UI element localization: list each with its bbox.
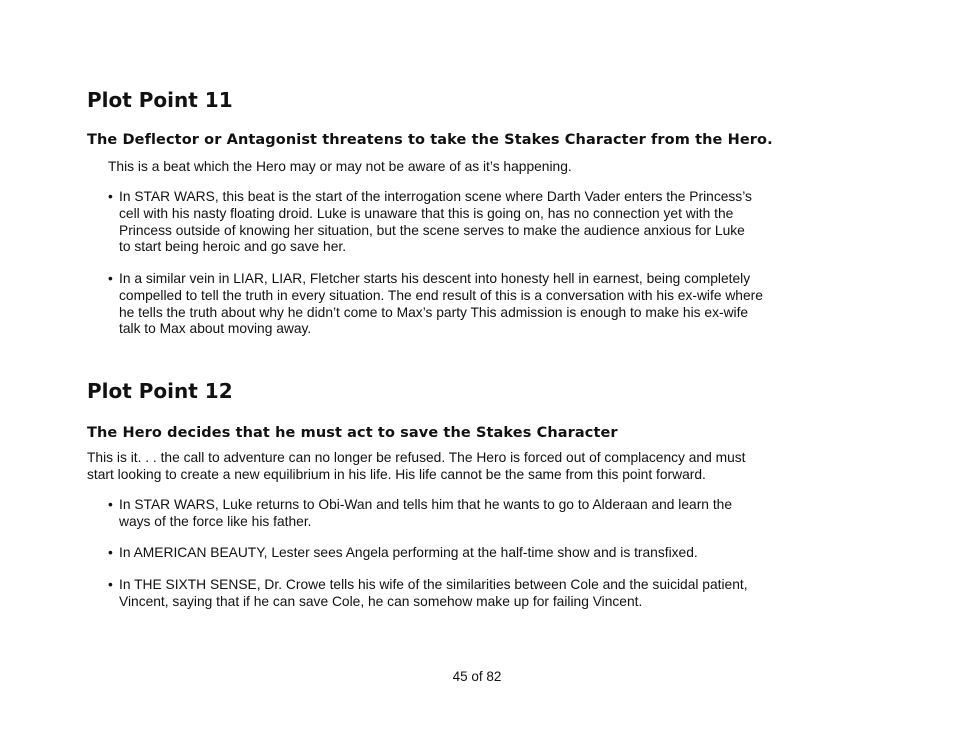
section-title-plot-point-11: Plot Point 11 — [87, 88, 233, 112]
list-item-line: ways of the force like his father. — [119, 513, 312, 529]
list-item-text — [119, 271, 808, 338]
list-item-line: In a similar vein in LIAR, LIAR, Fletcher starts his descent into honesty hell in earnest, being completely — [119, 271, 751, 286]
section-title-plot-point-12: Plot Point 12 — [87, 379, 233, 403]
section-subtitle-plot-point-12: The Hero decides that he must act to save the Stakes Character — [87, 425, 618, 441]
bullet-icon: • — [108, 545, 113, 560]
list-item-line: In STAR WARS, this beat is the start of the interrogation scene where Darth Vader enters the Princess’s — [119, 189, 752, 204]
list-item-line: Vincent, saying that if he can save Cole, he can somehow make up for failing Vincent. — [119, 593, 643, 609]
bullet-icon: • — [108, 189, 113, 204]
intro-line: start looking to create a new equilibrium in his life. His life cannot be the same from this point forward. — [87, 467, 706, 482]
list-item-line: Princess outside of knowing her situation, but the scene serves to make the audience anxious for Luke — [119, 222, 745, 238]
list-item-text — [119, 577, 808, 611]
list-item-text — [119, 497, 808, 531]
list-item-line: talk to Max about moving away. — [119, 321, 312, 337]
bullet-icon: • — [108, 497, 113, 512]
bullet-icon: • — [108, 577, 113, 592]
list-item-line: In AMERICAN BEAUTY, Lester sees Angela performing at the half-time show and is transfixed. — [119, 545, 698, 560]
list-item-line: to start being heroic and go save her. — [119, 239, 347, 255]
list-item-line: In THE SIXTH SENSE, Dr. Crowe tells his wife of the similarities between Cole and the suicidal patient, — [119, 577, 748, 592]
list-item-line: In STAR WARS, Luke returns to Obi-Wan and tells him that he wants to go to Alderaan and learn the — [119, 497, 732, 512]
list-item-text — [119, 545, 808, 562]
bullet-icon: • — [108, 271, 113, 286]
list-item — [108, 271, 808, 338]
list-item — [108, 497, 808, 531]
section-intro-plot-point-12 — [87, 449, 746, 483]
list-item — [108, 577, 808, 611]
section-subtitle-plot-point-11: The Deflector or Antagonist threatens to take the Stakes Character from the Hero. — [87, 132, 773, 148]
list-item — [108, 545, 808, 562]
list-item-line: compelled to tell the truth in every situation. The end result of this is a conversation with his ex-wife where — [119, 287, 763, 303]
list-item-text — [119, 189, 808, 256]
intro-line: This is it. . . the call to adventure can no longer be refused. The Hero is forced out of complacency and must — [87, 450, 746, 465]
list-item-line: he tells the truth about why he didn’t come to Max’s party This admission is enough to make his ex-wife — [119, 304, 749, 320]
page-number: 45 of 82 — [452, 669, 502, 684]
list-item-line: cell with his nasty floating droid. Luke is unaware that this is going on, has no connection yet with the — [119, 205, 734, 221]
section-intro-plot-point-11: This is a beat which the Hero may or may not be aware of as it’s happening. — [108, 159, 572, 174]
list-item — [108, 189, 808, 256]
